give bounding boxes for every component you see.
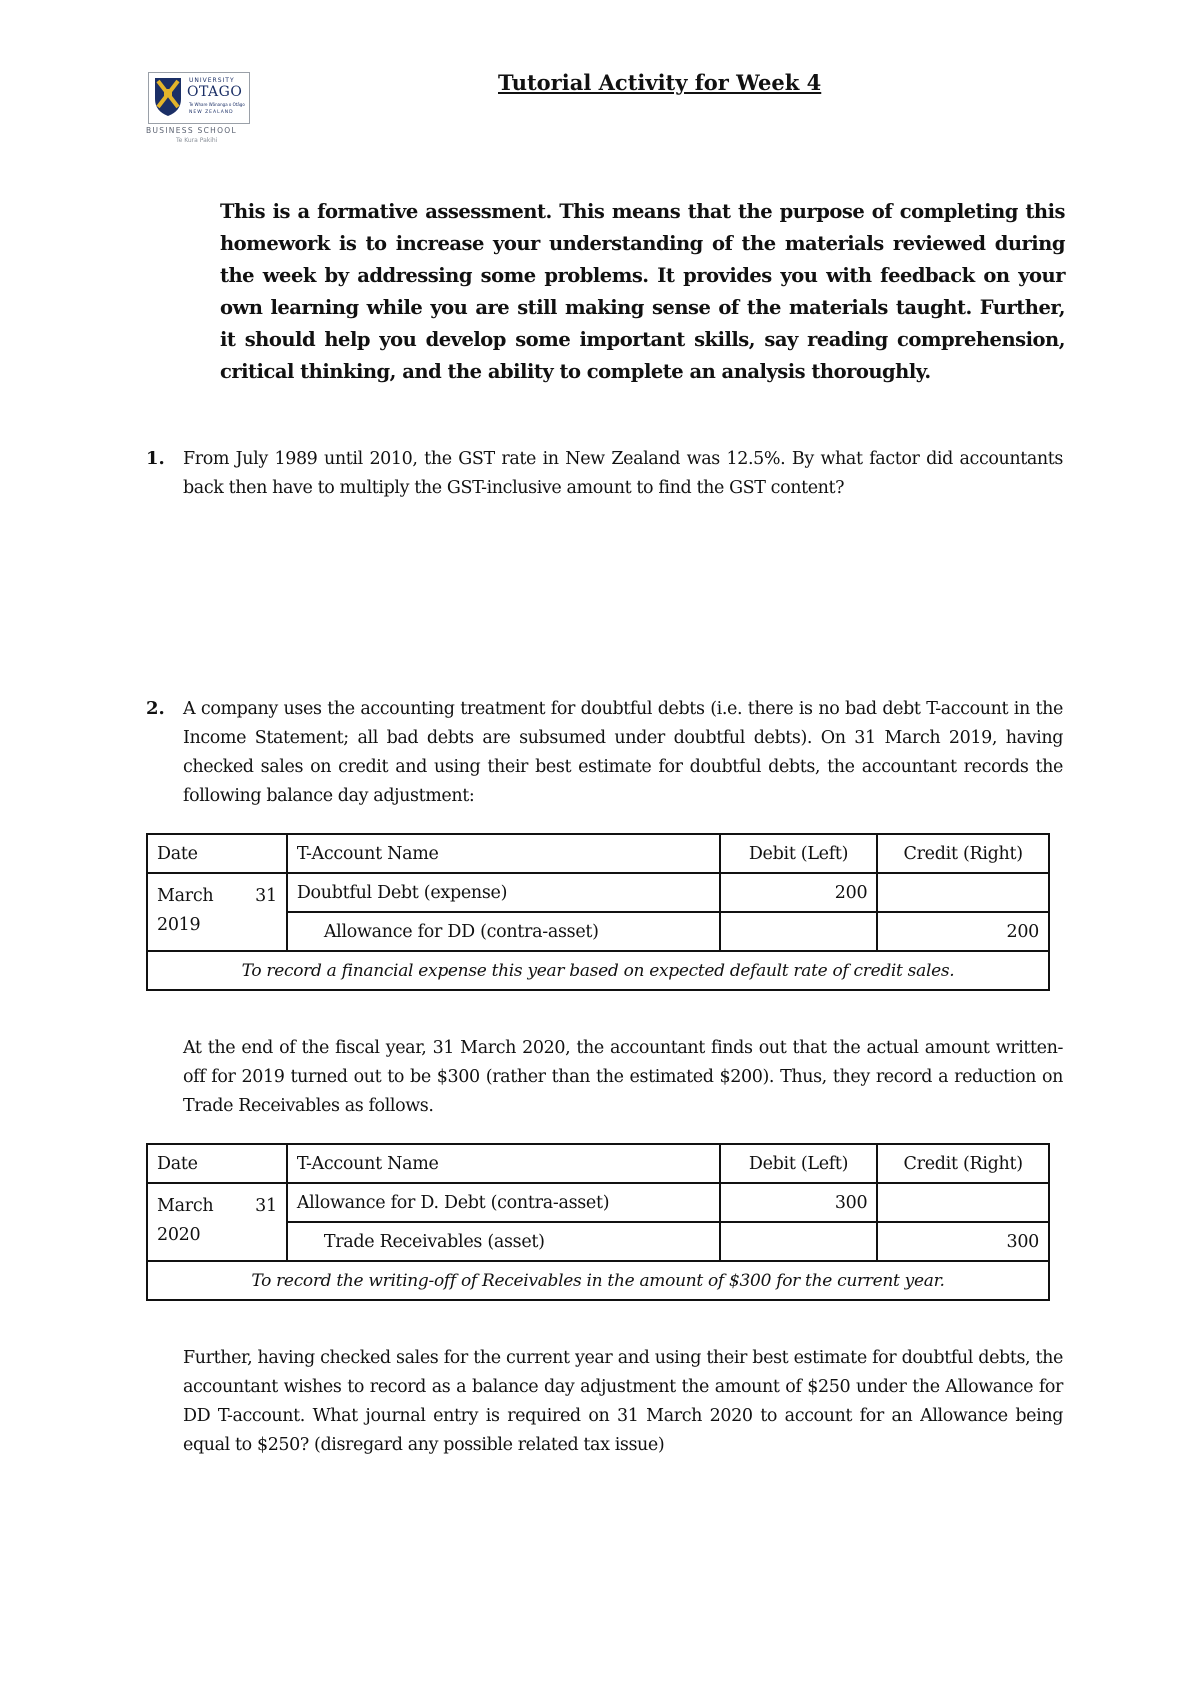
intro-paragraph: This is a formative assessment. This means that the purpose of completing this homework is to increase your understanding of the materials reviewed during the week by addressing some problems. It provides you with feedback on your own learning while you are still making sense of the materials taught. Further, it should help you develop some important skills, say reading comprehension, critical thinking, and the ability to complete an analysis thoroughly. — [220, 200, 1065, 383]
header-debit: Debit (Left) — [720, 1144, 878, 1183]
table-row — [147, 873, 1049, 912]
date-year: 2020 — [157, 1225, 201, 1245]
header-account-name: T-Account Name — [287, 1144, 720, 1183]
credit-amount-empty — [877, 873, 1049, 912]
debit-amount-empty — [720, 912, 878, 951]
debit-amount: 300 — [720, 1183, 878, 1222]
entry-date — [147, 1183, 287, 1261]
header-debit: Debit (Left) — [720, 834, 878, 873]
table-row — [147, 1183, 1049, 1222]
header-credit: Credit (Right) — [877, 1144, 1049, 1183]
header-account-name: T-Account Name — [287, 834, 720, 873]
header-date: Date — [147, 1144, 287, 1183]
account-name-credit: Allowance for DD (contra-asset) — [287, 912, 720, 951]
credit-amount-empty — [877, 1183, 1049, 1222]
logo-school-text: BUSINESS SCHOOL — [146, 126, 237, 135]
logo-name-text: OTAGO — [187, 84, 243, 100]
account-name-debit: Doubtful Debt (expense) — [287, 873, 720, 912]
date-month: March — [157, 1196, 214, 1216]
date-month: March — [157, 886, 214, 906]
table-header-row — [147, 834, 1049, 873]
date-day: 31 — [255, 1196, 277, 1216]
entry-date — [147, 873, 287, 951]
narration: To record the writing-off of Receivables in the amount of $300 for the current year. — [147, 1261, 1049, 1300]
logo-university-text: UNIVERSITY — [189, 77, 235, 84]
logo-country-text: NEW ZEALAND — [189, 110, 234, 115]
date-year: 2019 — [157, 915, 201, 935]
narration: To record a financial expense this year based on expected default rate of credit sales. — [147, 951, 1049, 990]
narration-row — [147, 951, 1049, 990]
credit-amount: 200 — [877, 912, 1049, 951]
shield-icon — [154, 77, 182, 117]
question-1-text: From July 1989 until 2010, the GST rate in New Zealand was 12.5%. By what factor did accountants back then have to multiply the GST-inclusive amount to find the GST content? — [183, 449, 1063, 498]
credit-amount: 300 — [877, 1222, 1049, 1261]
account-name-credit: Trade Receivables (asset) — [287, 1222, 720, 1261]
table-header-row — [147, 1144, 1049, 1183]
page-title: Tutorial Activity for Week 4 — [498, 70, 822, 95]
header-date: Date — [147, 834, 287, 873]
date-day: 31 — [255, 886, 277, 906]
question-2-paragraph-3: Further, having checked sales for the current year and using their best estimate for doubtful debts, the accountant wishes to record as a balance day adjustment the amount of $250 under the Allowance for DD T-account. What journal entry is required on 31 March 2020 to account for an Allowance being equal to $250? (disregard any possible related tax issue) — [183, 1348, 1063, 1455]
journal-table-1 — [146, 833, 1050, 991]
header-credit: Credit (Right) — [877, 834, 1049, 873]
debit-amount-empty — [720, 1222, 878, 1261]
question-2-text: A company uses the accounting treatment for doubtful debts (i.e. there is no bad debt T-account in the Income Statement; all bad debts are subsumed under doubtful debts). On 31 March 2019, having checked sales on credit and using their best estimate for doubtful debts, the accountant records the following balance day adjustment: — [183, 699, 1063, 806]
account-name-debit: Allowance for D. Debt (contra-asset) — [287, 1183, 720, 1222]
question-2-number: 2. — [146, 698, 165, 719]
journal-table-2 — [146, 1143, 1050, 1301]
narration-row — [147, 1261, 1049, 1300]
question-2-paragraph-2: At the end of the fiscal year, 31 March 2020, the accountant finds out that the actual amount written-off for 2019 turned out to be $300 (rather than the estimated $200). Thus, they record a reduction on Trade Receivables as follows. — [183, 1038, 1063, 1116]
logo-frame — [148, 72, 250, 124]
logo-school-subtext: Te Kura Pakihi — [176, 137, 218, 144]
university-logo — [146, 70, 256, 152]
question-1-number: 1. — [146, 448, 165, 469]
logo-maori-text: Te Whare Wānanga o Otāgo — [189, 102, 245, 107]
debit-amount: 200 — [720, 873, 878, 912]
